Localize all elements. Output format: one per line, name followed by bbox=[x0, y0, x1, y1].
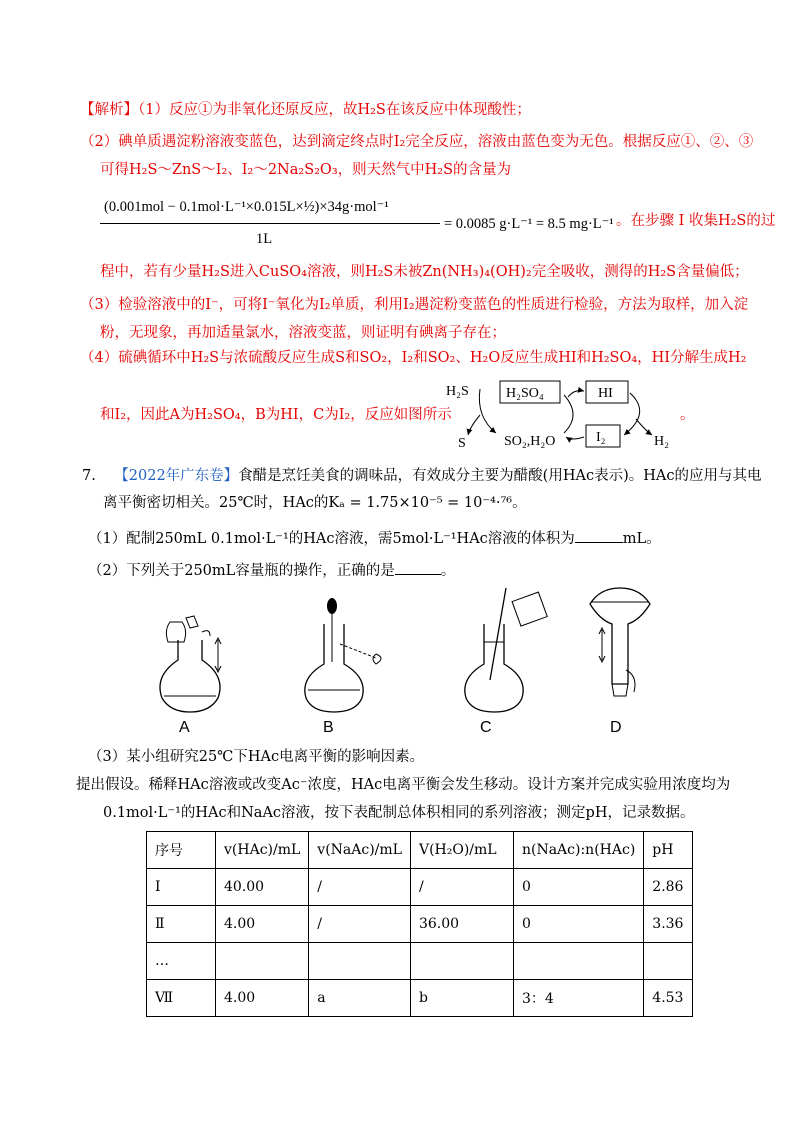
header-cell: v(HAc)/mL bbox=[216, 832, 309, 869]
table-row bbox=[147, 943, 693, 980]
table-cell: / bbox=[410, 869, 513, 906]
hypothesis-line: 提出假设。稀释HAc溶液或改变Ac⁻浓度，HAc电离平衡会发生移动。设计方案并完成实验用浓度均为 bbox=[76, 777, 731, 793]
subquestion-1-text: （1）配制250mL 0.1mol·L⁻¹的HAc溶液，需5mol·L⁻¹HAc溶液的体积为 bbox=[88, 531, 575, 547]
cycle-hi: HI bbox=[598, 386, 613, 401]
cycle-i2: I₂ bbox=[596, 430, 606, 445]
table-cell: 4.00 bbox=[216, 906, 309, 943]
sulfur-iodine-cycle-diagram bbox=[440, 375, 690, 455]
formula-numerator: (0.001mol − 0.1mol·L⁻¹×0.015L×½)×34g·mol⁻¹ bbox=[104, 199, 389, 215]
experiment-table bbox=[146, 831, 693, 1017]
cycle-so2h2o: SO₂,H₂O bbox=[504, 434, 556, 449]
arrow-to-hi bbox=[568, 391, 584, 397]
subquestion-2-end: 。 bbox=[440, 563, 456, 579]
table-cell: 3.36 bbox=[644, 906, 693, 943]
answer-blank-2[interactable] bbox=[395, 560, 441, 575]
method-line: 0.1mol·L⁻¹的HAc和NaAc溶液，按下表配制总体积相同的系列溶液；测定pH，记录数据。 bbox=[103, 805, 695, 821]
answer-blank-1[interactable] bbox=[575, 528, 623, 543]
formula-denominator: 1L bbox=[256, 231, 273, 247]
table-cell: / bbox=[309, 869, 411, 906]
table-header-row bbox=[147, 832, 693, 869]
cycle-h2s: H₂S bbox=[446, 384, 469, 399]
cycle-h2so4: H₂SO₄ bbox=[506, 386, 544, 401]
option-c-label: C bbox=[480, 719, 492, 736]
option-a-figure bbox=[160, 616, 221, 712]
subquestion-2-text: （2）下列关于250mL容量瓶的操作，正确的是 bbox=[88, 563, 395, 579]
header-cell: n(NaAc):n(HAc) bbox=[513, 832, 643, 869]
formula-result: = 0.0085 g·L⁻¹ = 8.5 mg·L⁻¹ bbox=[444, 216, 614, 232]
header-cell: pH bbox=[644, 832, 693, 869]
table-cell bbox=[309, 943, 411, 980]
table-cell bbox=[513, 943, 643, 980]
arrow-hi-to-i2 bbox=[624, 393, 640, 435]
cycle-s: S bbox=[458, 436, 466, 451]
table-cell: 4.00 bbox=[216, 980, 309, 1017]
question-text-1: 食醋是烹饪美食的调味品，有效成分主要为醋酸(用HAc表示)。HAc的应用与其电 bbox=[238, 468, 762, 484]
analysis-line-9: 和I₂，因此A为H₂SO₄，B为HI，C为I₂，反应如图所示 bbox=[100, 407, 452, 423]
option-c-figure bbox=[465, 588, 547, 712]
analysis-end: 。 bbox=[680, 407, 695, 423]
option-b-label: B bbox=[323, 719, 334, 736]
arrow-i2-back bbox=[566, 437, 584, 439]
table-cell bbox=[216, 943, 309, 980]
table-cell: 36.00 bbox=[410, 906, 513, 943]
question-7-line-1 bbox=[82, 466, 761, 486]
subquestion-1-unit: mL。 bbox=[622, 531, 661, 547]
table-cell: 40.00 bbox=[216, 869, 309, 906]
subquestion-1 bbox=[88, 528, 661, 549]
subquestion-3: （3）某小组研究25℃下HAc电离平衡的影响因素。 bbox=[88, 749, 425, 765]
table-cell: b bbox=[410, 980, 513, 1017]
table-cell: 3：4 bbox=[513, 980, 643, 1017]
cycle-h2: H₂ bbox=[654, 434, 669, 449]
table-cell: 4.53 bbox=[644, 980, 693, 1017]
fraction-bar bbox=[100, 223, 440, 224]
table-cell: a bbox=[309, 980, 411, 1017]
arrow-h2s-to-so2 bbox=[479, 389, 496, 433]
analysis-line-7: 粉，无现象，再加适量氯水，溶液变蓝，则证明有碘离子存在； bbox=[100, 325, 506, 341]
flask-illustrations bbox=[140, 580, 660, 720]
question-7-line-2: 离平衡密切相关。25℃时，HAc的Kₐ = 1.75×10⁻⁵ = 10⁻⁴·⁷⁶。 bbox=[103, 495, 527, 511]
table-cell: Ⅱ bbox=[147, 906, 216, 943]
option-b-figure bbox=[305, 598, 381, 712]
subquestion-2 bbox=[88, 560, 455, 581]
header-cell: 序号 bbox=[147, 832, 216, 869]
arrow-to-s bbox=[468, 415, 480, 435]
option-d-label: D bbox=[610, 719, 622, 736]
analysis-text-1: （1）反应①为非氧化还原反应，故H₂S在该反应中体现酸性； bbox=[138, 102, 531, 118]
table-cell: 0 bbox=[513, 869, 643, 906]
table-row bbox=[147, 906, 693, 943]
header-cell: V(H₂O)/mL bbox=[410, 832, 513, 869]
table-cell bbox=[410, 943, 513, 980]
analysis-line-2: （2）碘单质遇淀粉溶液变蓝色，达到滴定终点时I₂完全反应，溶液由蓝色变为无色。根据反应①、②、③ bbox=[80, 134, 754, 150]
analysis-line-1 bbox=[80, 100, 531, 120]
analysis-line-5: 程中，若有少量H₂S进入CuSO₄溶液，则H₂S未被Zn(NH₃)₄(OH)₂完全吸收，测得的H₂S含量偏低； bbox=[100, 264, 749, 280]
analysis-line-3: 可得H₂S～ZnS～I₂、I₂～2Na₂S₂O₃，则天然气中H₂S的含量为 bbox=[100, 162, 512, 178]
analysis-tag: 【解析】 bbox=[80, 102, 138, 118]
arrow-to-h2 bbox=[636, 419, 652, 435]
analysis-line-4: 。在步骤 I 收集H₂S的过 bbox=[616, 213, 776, 229]
table-row bbox=[147, 980, 693, 1017]
table-cell: Ⅶ bbox=[147, 980, 216, 1017]
question-number: 7. bbox=[82, 468, 96, 484]
analysis-line-6: （3）检验溶液中的I⁻，可将I⁻氧化为I₂单质，利用I₂遇淀粉变蓝色的性质进行检验，方法为取样，加入淀 bbox=[80, 297, 749, 313]
table-cell: Ⅰ bbox=[147, 869, 216, 906]
analysis-line-8: （4）硫碘循环中H₂S与浓硫酸反应生成S和SO₂，I₂和SO₂、H₂O反应生成HI和H₂SO₄，HI分解生成H₂ bbox=[80, 350, 747, 366]
header-cell: v(NaAc)/mL bbox=[309, 832, 411, 869]
option-d-figure bbox=[590, 588, 650, 696]
table-cell bbox=[644, 943, 693, 980]
question-source: 【2022年广东卷】 bbox=[114, 468, 239, 484]
arrow-left-loop bbox=[564, 395, 573, 433]
table-row bbox=[147, 869, 693, 906]
table-cell: … bbox=[147, 943, 216, 980]
table-cell: / bbox=[309, 906, 411, 943]
option-a-label: A bbox=[179, 719, 190, 736]
table-cell: 2.86 bbox=[644, 869, 693, 906]
table-cell: 0 bbox=[513, 906, 643, 943]
